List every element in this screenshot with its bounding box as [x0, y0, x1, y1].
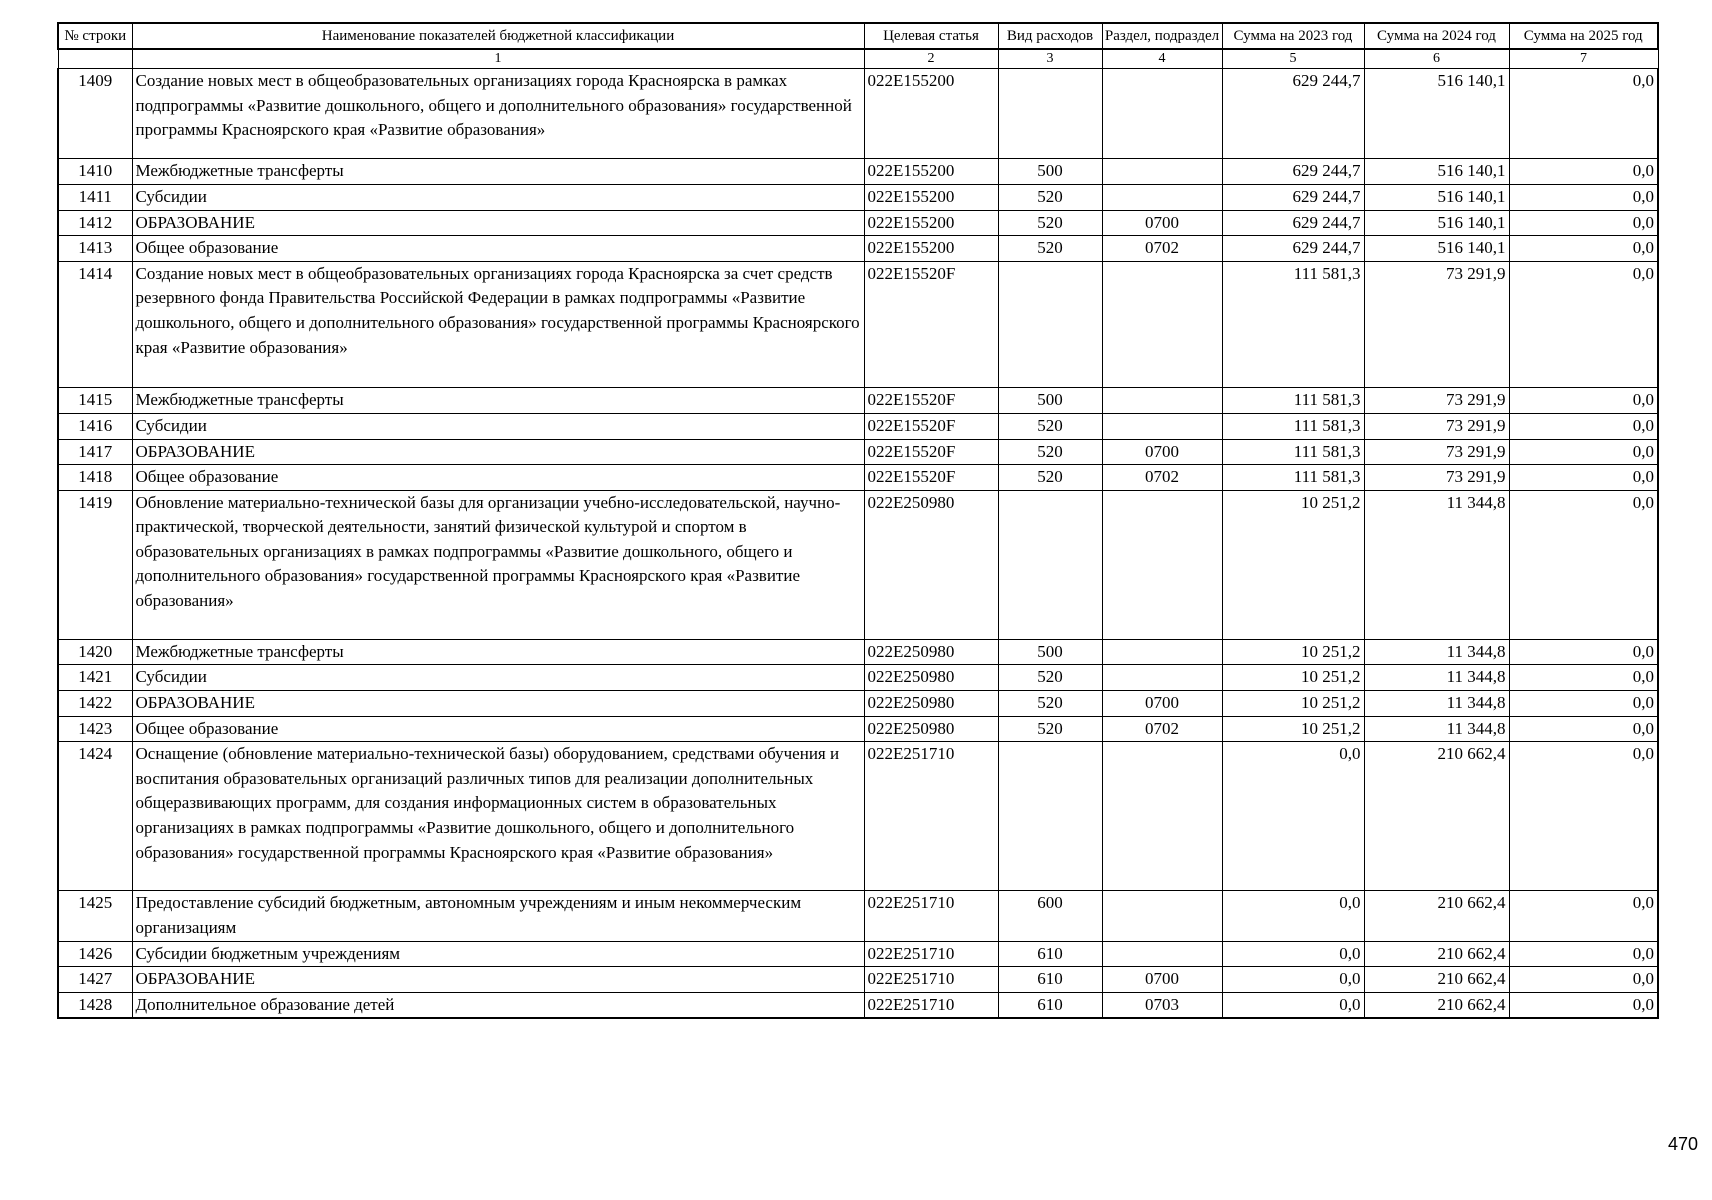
table-row [58, 69, 1658, 159]
row-sum-2024: 516 140,1 [1364, 236, 1509, 262]
table-row [58, 490, 1658, 639]
header-row-number: № строки [58, 23, 132, 49]
row-target-article: 022E155200 [864, 184, 998, 210]
row-section: 0700 [1102, 439, 1222, 465]
row-sum-2025: 0,0 [1509, 639, 1658, 665]
row-sum-2024: 11 344,8 [1364, 665, 1509, 691]
table-row [58, 891, 1658, 941]
col-number-3: 3 [998, 49, 1102, 69]
budget-table [57, 22, 1659, 1019]
row-sum-2025: 0,0 [1509, 891, 1658, 941]
header-sum-2024: Сумма на 2024 год [1364, 23, 1509, 49]
row-sum-2025: 0,0 [1509, 665, 1658, 691]
row-section: 0702 [1102, 465, 1222, 491]
row-expense-type: 520 [998, 413, 1102, 439]
row-number: 1409 [58, 69, 132, 159]
row-target-article: 022E250980 [864, 490, 998, 639]
row-sum-2023: 629 244,7 [1222, 236, 1364, 262]
row-sum-2024: 73 291,9 [1364, 439, 1509, 465]
row-sum-2023: 111 581,3 [1222, 465, 1364, 491]
row-sum-2024: 210 662,4 [1364, 742, 1509, 891]
row-sum-2024: 11 344,8 [1364, 716, 1509, 742]
row-number: 1425 [58, 891, 132, 941]
row-number: 1424 [58, 742, 132, 891]
table-row [58, 388, 1658, 414]
row-name: ОБРАЗОВАНИЕ [132, 967, 864, 993]
row-sum-2023: 111 581,3 [1222, 413, 1364, 439]
row-sum-2025: 0,0 [1509, 439, 1658, 465]
header-name: Наименование показателей бюджетной классификации [132, 23, 864, 49]
row-number: 1419 [58, 490, 132, 639]
row-sum-2025: 0,0 [1509, 967, 1658, 993]
row-sum-2025: 0,0 [1509, 941, 1658, 967]
row-expense-type: 610 [998, 967, 1102, 993]
row-target-article: 022E251710 [864, 967, 998, 993]
row-name: Обновление материально-технической базы для организации учебно-исследовательской, научно-практической, творческой деятельности, занятий физической культурой и спортом в образовательных организациях в рамках подпрограммы «Развитие дошкольного, общего и дополнительного образования» государственной программы Красноярского края «Развитие образования» [132, 490, 864, 639]
row-expense-type: 500 [998, 159, 1102, 185]
row-expense-type [998, 742, 1102, 891]
row-sum-2024: 516 140,1 [1364, 159, 1509, 185]
row-section: 0700 [1102, 210, 1222, 236]
row-expense-type [998, 261, 1102, 388]
row-sum-2023: 10 251,2 [1222, 716, 1364, 742]
table-row [58, 465, 1658, 491]
row-section [1102, 69, 1222, 159]
row-target-article: 022E15520F [864, 388, 998, 414]
row-number: 1416 [58, 413, 132, 439]
table-row [58, 413, 1658, 439]
row-name: Создание новых мест в общеобразовательных организациях города Красноярска за счет средств резервного фонда Правительства Российской Федерации в рамках подпрограммы «Развитие дошкольного, общего и дополнительного образования» государственной программы Красноярского края «Развитие образования» [132, 261, 864, 388]
row-name: Общее образование [132, 236, 864, 262]
row-name: Создание новых мест в общеобразовательных организациях города Красноярска в рамках подпрограммы «Развитие дошкольного, общего и дополнительного образования» государственной программы Красноярского края «Развитие образования» [132, 69, 864, 159]
row-sum-2023: 629 244,7 [1222, 159, 1364, 185]
row-expense-type: 610 [998, 941, 1102, 967]
row-sum-2024: 516 140,1 [1364, 184, 1509, 210]
header-section: Раздел, подраздел [1102, 23, 1222, 49]
row-section: 0702 [1102, 716, 1222, 742]
row-sum-2023: 111 581,3 [1222, 439, 1364, 465]
col-number-5: 5 [1222, 49, 1364, 69]
row-expense-type: 520 [998, 691, 1102, 717]
row-number: 1412 [58, 210, 132, 236]
row-sum-2025: 0,0 [1509, 210, 1658, 236]
row-target-article: 022E250980 [864, 639, 998, 665]
row-sum-2025: 0,0 [1509, 184, 1658, 210]
row-sum-2024: 11 344,8 [1364, 691, 1509, 717]
row-section: 0700 [1102, 967, 1222, 993]
row-section [1102, 388, 1222, 414]
row-expense-type [998, 69, 1102, 159]
row-sum-2025: 0,0 [1509, 236, 1658, 262]
row-sum-2023: 10 251,2 [1222, 490, 1364, 639]
row-number: 1428 [58, 992, 132, 1018]
row-section [1102, 665, 1222, 691]
row-expense-type: 520 [998, 439, 1102, 465]
col-number-2: 2 [864, 49, 998, 69]
header-target-article: Целевая статья [864, 23, 998, 49]
row-expense-type: 520 [998, 184, 1102, 210]
col-number-1: 1 [132, 49, 864, 69]
row-sum-2023: 629 244,7 [1222, 210, 1364, 236]
row-name: ОБРАЗОВАНИЕ [132, 691, 864, 717]
col-number-7: 7 [1509, 49, 1658, 69]
row-target-article: 022E155200 [864, 210, 998, 236]
row-sum-2024: 210 662,4 [1364, 891, 1509, 941]
row-number: 1418 [58, 465, 132, 491]
row-target-article: 022E155200 [864, 69, 998, 159]
header-expense-type: Вид расходов [998, 23, 1102, 49]
table-row [58, 184, 1658, 210]
row-sum-2024: 73 291,9 [1364, 413, 1509, 439]
row-target-article: 022E251710 [864, 941, 998, 967]
table-row [58, 691, 1658, 717]
row-sum-2023: 10 251,2 [1222, 665, 1364, 691]
row-target-article: 022E15520F [864, 261, 998, 388]
row-name: Межбюджетные трансферты [132, 388, 864, 414]
row-expense-type: 500 [998, 639, 1102, 665]
row-sum-2023: 0,0 [1222, 891, 1364, 941]
table-body [58, 69, 1658, 1019]
row-name: Межбюджетные трансферты [132, 639, 864, 665]
row-expense-type: 520 [998, 236, 1102, 262]
table-row [58, 639, 1658, 665]
row-sum-2024: 210 662,4 [1364, 967, 1509, 993]
row-section: 0702 [1102, 236, 1222, 262]
table-row [58, 992, 1658, 1018]
table-row [58, 210, 1658, 236]
header-sum-2023: Сумма на 2023 год [1222, 23, 1364, 49]
row-expense-type: 520 [998, 665, 1102, 691]
row-name: Оснащение (обновление материально-технической базы) оборудованием, средствами обучения и воспитания образовательных организаций различных типов для реализации дополнительных общеразвивающих программ, для создания информационных систем в образовательных организациях в рамках подпрограммы «Развитие дошкольного, общего и дополнительного образования» государственной программы Красноярского края «Развитие образования» [132, 742, 864, 891]
row-sum-2025: 0,0 [1509, 388, 1658, 414]
row-expense-type: 520 [998, 465, 1102, 491]
row-name: Предоставление субсидий бюджетным, автономным учреждениям и иным некоммерческим организациям [132, 891, 864, 941]
row-target-article: 022E15520F [864, 439, 998, 465]
row-sum-2024: 210 662,4 [1364, 941, 1509, 967]
row-name: ОБРАЗОВАНИЕ [132, 439, 864, 465]
row-sum-2025: 0,0 [1509, 159, 1658, 185]
row-name: Субсидии [132, 184, 864, 210]
row-sum-2023: 111 581,3 [1222, 261, 1364, 388]
row-number: 1427 [58, 967, 132, 993]
row-sum-2024: 210 662,4 [1364, 992, 1509, 1018]
row-target-article: 022E155200 [864, 236, 998, 262]
row-sum-2025: 0,0 [1509, 992, 1658, 1018]
row-sum-2024: 516 140,1 [1364, 210, 1509, 236]
table-row [58, 665, 1658, 691]
row-sum-2025: 0,0 [1509, 490, 1658, 639]
row-number: 1415 [58, 388, 132, 414]
row-sum-2024: 73 291,9 [1364, 465, 1509, 491]
row-number: 1423 [58, 716, 132, 742]
row-section [1102, 184, 1222, 210]
row-number: 1422 [58, 691, 132, 717]
row-target-article: 022E251710 [864, 742, 998, 891]
column-number-row [58, 49, 1658, 69]
row-sum-2025: 0,0 [1509, 261, 1658, 388]
col-number-0 [58, 49, 132, 69]
row-section: 0700 [1102, 691, 1222, 717]
row-expense-type: 520 [998, 716, 1102, 742]
row-sum-2024: 11 344,8 [1364, 490, 1509, 639]
row-sum-2025: 0,0 [1509, 465, 1658, 491]
header-row [58, 23, 1658, 49]
row-name: Субсидии [132, 413, 864, 439]
row-target-article: 022E15520F [864, 465, 998, 491]
row-section [1102, 742, 1222, 891]
row-sum-2023: 0,0 [1222, 967, 1364, 993]
row-target-article: 022E250980 [864, 716, 998, 742]
table-row [58, 941, 1658, 967]
row-expense-type [998, 490, 1102, 639]
row-name: Межбюджетные трансферты [132, 159, 864, 185]
row-section [1102, 413, 1222, 439]
row-expense-type: 600 [998, 891, 1102, 941]
row-expense-type: 610 [998, 992, 1102, 1018]
row-sum-2025: 0,0 [1509, 716, 1658, 742]
row-sum-2024: 73 291,9 [1364, 388, 1509, 414]
row-sum-2023: 0,0 [1222, 742, 1364, 891]
row-number: 1426 [58, 941, 132, 967]
row-number: 1414 [58, 261, 132, 388]
row-sum-2023: 10 251,2 [1222, 639, 1364, 665]
row-number: 1413 [58, 236, 132, 262]
row-name: Общее образование [132, 465, 864, 491]
table-row [58, 236, 1658, 262]
row-sum-2025: 0,0 [1509, 69, 1658, 159]
row-name: Общее образование [132, 716, 864, 742]
row-sum-2025: 0,0 [1509, 742, 1658, 891]
row-target-article: 022E250980 [864, 665, 998, 691]
row-section [1102, 891, 1222, 941]
row-sum-2023: 629 244,7 [1222, 184, 1364, 210]
row-number: 1420 [58, 639, 132, 665]
row-sum-2023: 0,0 [1222, 941, 1364, 967]
row-sum-2024: 11 344,8 [1364, 639, 1509, 665]
row-number: 1421 [58, 665, 132, 691]
row-sum-2025: 0,0 [1509, 413, 1658, 439]
table-row [58, 716, 1658, 742]
row-name: Субсидии бюджетным учреждениям [132, 941, 864, 967]
row-target-article: 022E251710 [864, 992, 998, 1018]
row-section [1102, 941, 1222, 967]
row-number: 1417 [58, 439, 132, 465]
row-sum-2025: 0,0 [1509, 691, 1658, 717]
row-name: Дополнительное образование детей [132, 992, 864, 1018]
row-expense-type: 520 [998, 210, 1102, 236]
row-section [1102, 490, 1222, 639]
header-sum-2025: Сумма на 2025 год [1509, 23, 1658, 49]
row-sum-2023: 10 251,2 [1222, 691, 1364, 717]
row-sum-2023: 629 244,7 [1222, 69, 1364, 159]
row-number: 1411 [58, 184, 132, 210]
page-number: 470 [1667, 1134, 1698, 1154]
row-name: Субсидии [132, 665, 864, 691]
row-sum-2024: 73 291,9 [1364, 261, 1509, 388]
row-sum-2023: 111 581,3 [1222, 388, 1364, 414]
row-target-article: 022E155200 [864, 159, 998, 185]
row-expense-type: 500 [998, 388, 1102, 414]
row-number: 1410 [58, 159, 132, 185]
table-row [58, 742, 1658, 891]
row-section [1102, 159, 1222, 185]
table-row [58, 439, 1658, 465]
row-sum-2023: 0,0 [1222, 992, 1364, 1018]
row-target-article: 022E251710 [864, 891, 998, 941]
row-name: ОБРАЗОВАНИЕ [132, 210, 864, 236]
table-row [58, 261, 1658, 388]
row-target-article: 022E250980 [864, 691, 998, 717]
row-section: 0703 [1102, 992, 1222, 1018]
row-target-article: 022E15520F [864, 413, 998, 439]
row-section [1102, 261, 1222, 388]
table-header [58, 23, 1658, 69]
col-number-4: 4 [1102, 49, 1222, 69]
row-section [1102, 639, 1222, 665]
col-number-6: 6 [1364, 49, 1509, 69]
row-sum-2024: 516 140,1 [1364, 69, 1509, 159]
table-row [58, 967, 1658, 993]
table-row [58, 159, 1658, 185]
